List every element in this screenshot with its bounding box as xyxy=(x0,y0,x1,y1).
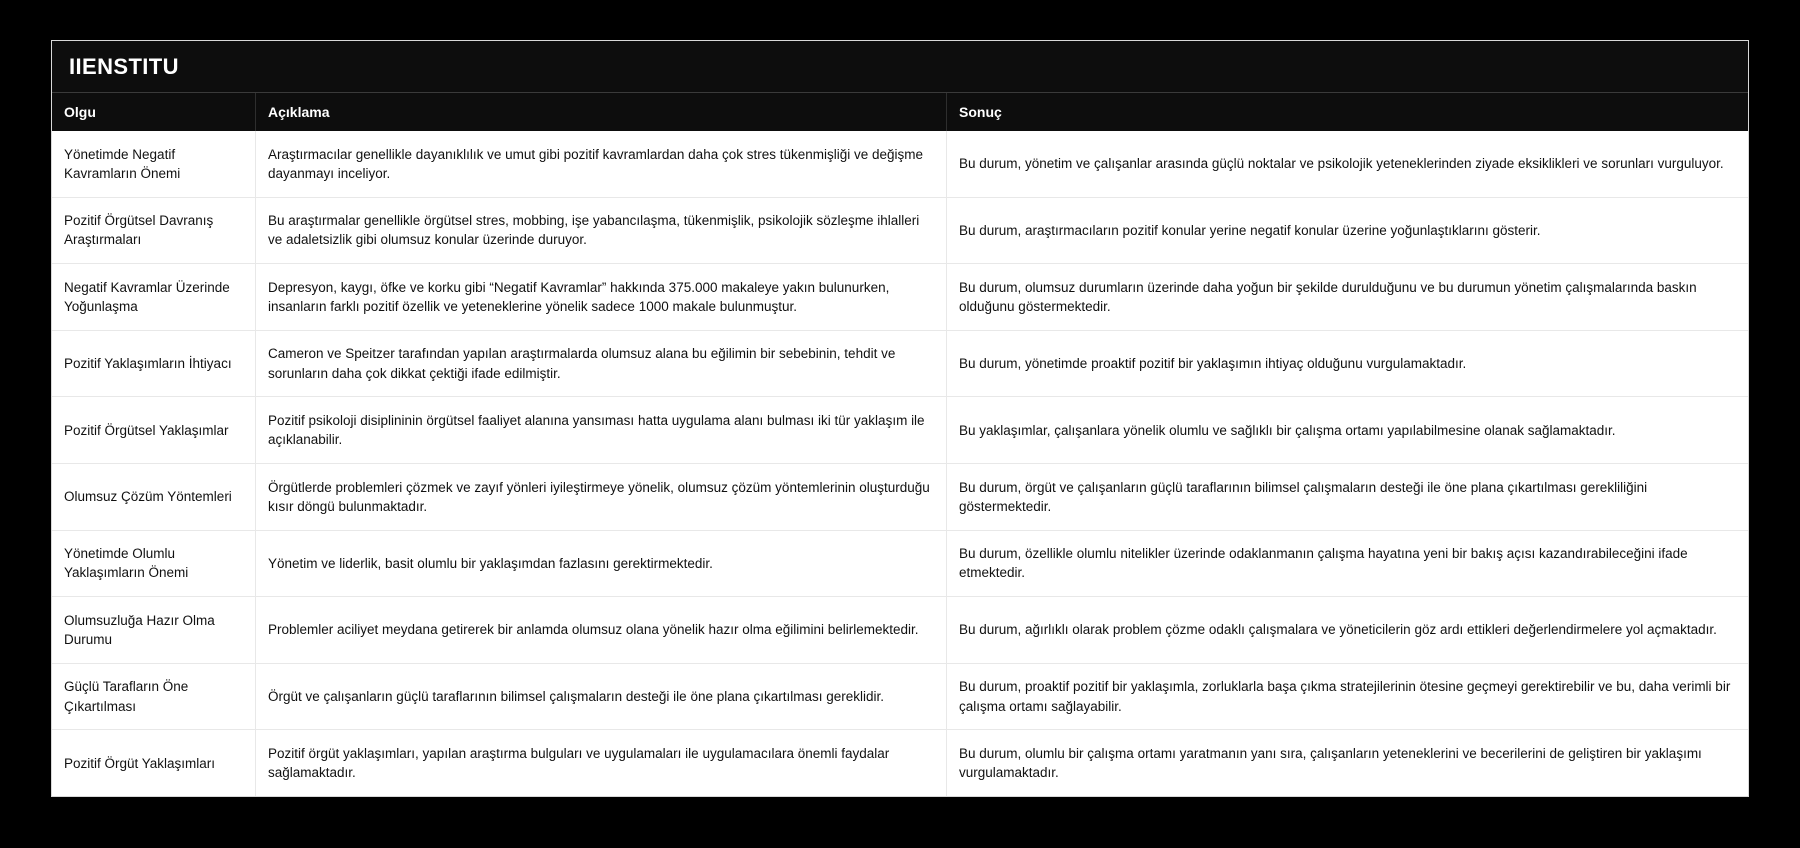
cell-aciklama-text: Depresyon, kaygı, öfke ve korku gibi “Negatif Kavramlar” hakkında 375.000 makaleye yakın bulunurken, insanların farklı pozitif özellik ve yeteneklerine yönelik sadece 1000 makale bulunmuştur. xyxy=(268,279,890,314)
cell-olgu-text: Yönetimde Negatif Kavramların Önemi xyxy=(64,146,181,181)
table-row xyxy=(52,397,1748,464)
cell-sonuc xyxy=(946,464,1748,530)
cell-sonuc-text: Bu yaklaşımlar, çalışanlara yönelik olumlu ve sağlıklı bir çalışma ortamı yapılabilmesine olanak sağlamaktadır. xyxy=(959,422,1616,438)
cell-olgu-text: Güçlü Tarafların Öne Çıkartılması xyxy=(64,679,189,714)
cell-aciklama xyxy=(255,531,946,597)
cell-aciklama-text: Problemler aciliyet meydana getirerek bir anlamda olumsuz olana yönelik hazır olma eğilimini belirlemektedir. xyxy=(268,622,919,638)
cell-olgu-text: Yönetimde Olumlu Yaklaşımların Önemi xyxy=(64,546,189,581)
cell-sonuc-text: Bu durum, örgüt ve çalışanların güçlü taraflarının bilimsel çalışmaların desteği ile öne plana çıkartılması gerekliliğini göstermektedir. xyxy=(959,479,1648,514)
cell-olgu xyxy=(52,597,255,663)
table-header-row xyxy=(52,93,1748,131)
cell-olgu-text: Pozitif Örgütsel Yaklaşımlar xyxy=(64,422,229,438)
cell-aciklama xyxy=(255,730,946,796)
cell-aciklama xyxy=(255,597,946,663)
comparison-table-card xyxy=(51,40,1749,797)
cell-olgu-text: Negatif Kavramlar Üzerinde Yoğunlaşma xyxy=(64,279,230,314)
cell-olgu xyxy=(52,464,255,530)
cell-olgu-text: Pozitif Yaklaşımların İhtiyacı xyxy=(64,356,232,371)
table-row xyxy=(52,464,1748,531)
cell-aciklama-text: Cameron ve Speitzer tarafından yapılan araştırmalarda olumsuz alana bu eğilimin bir sebebinin, tehdit ve sorunların daha çok dikkat çektiği ifade edilmiştir. xyxy=(268,346,896,381)
cell-olgu xyxy=(52,730,255,796)
cell-olgu xyxy=(52,131,255,197)
table-row xyxy=(52,264,1748,331)
cell-aciklama-text: Örgütlerde problemleri çözmek ve zayıf yönleri iyileştirmeye yönelik, olumsuz çözüm yöntemlerinin oluşturduğu kısır döngü bulunmaktadır. xyxy=(268,479,930,514)
cell-sonuc xyxy=(946,730,1748,796)
table-row xyxy=(52,730,1748,796)
cell-aciklama xyxy=(255,397,946,463)
cell-olgu xyxy=(52,664,255,730)
cell-sonuc xyxy=(946,531,1748,597)
cell-sonuc-text: Bu durum, araştırmacıların pozitif konular yerine negatif konular üzerine yoğunlaştıklarını gösterir. xyxy=(959,222,1541,238)
cell-aciklama xyxy=(255,264,946,330)
cell-olgu xyxy=(52,331,255,397)
cell-olgu xyxy=(52,397,255,463)
cell-sonuc-text: Bu durum, yönetimde proaktif pozitif bir yaklaşımın ihtiyaç olduğunu vurgulamaktadır. xyxy=(959,356,1467,371)
cell-aciklama-text: Bu araştırmalar genellikle örgütsel stres, mobbing, işe yabancılaşma, tükenmişlik, psikolojik sözleşme ihlalleri ve adaletsizlik gibi olumsuz konular üzerinde duruyor. xyxy=(268,213,920,248)
cell-sonuc xyxy=(946,597,1748,663)
column-header-aciklama[interactable]: Açıklama xyxy=(255,93,946,131)
cell-aciklama-text: Araştırmacılar genellikle dayanıklılık ve umut gibi pozitif kavramlardan daha çok stres tükenmişliği ve değişme dayanmayı inceliyor. xyxy=(268,146,924,181)
cell-aciklama xyxy=(255,464,946,530)
table-row xyxy=(52,597,1748,664)
cell-sonuc-text: Bu durum, proaktif pozitif bir yaklaşımla, zorluklarla başa çıkma stratejilerinin ötesine geçmeyi gerektirebilir ve bu, daha verimli bir çalışma ortamı sağlayabilir. xyxy=(959,679,1731,714)
cell-sonuc xyxy=(946,131,1748,197)
table-row xyxy=(52,131,1748,198)
column-header-olgu[interactable]: Olgu xyxy=(64,104,96,120)
cell-aciklama xyxy=(255,331,946,397)
cell-sonuc-text: Bu durum, ağırlıklı olarak problem çözme odaklı çalışmalara ve yöneticilerin göz ardı ettikleri değerlendirmelere yol açmaktadır. xyxy=(959,622,1717,638)
cell-sonuc-text: Bu durum, yönetim ve çalışanlar arasında güçlü noktalar ve psikolojik yeteneklerinden ziyade eksiklikleri ve sorunları vurguluyor. xyxy=(959,156,1724,172)
cell-olgu xyxy=(52,264,255,330)
table-body xyxy=(52,131,1748,796)
cell-aciklama-text: Örgüt ve çalışanların güçlü taraflarının bilimsel çalışmaların desteği ile öne plana çıkartılması gereklidir. xyxy=(268,688,885,704)
brand-title: IIENSTITU xyxy=(69,53,179,79)
cell-olgu-text: Olumsuzluğa Hazır Olma Durumu xyxy=(64,612,215,647)
cell-sonuc xyxy=(946,198,1748,264)
cell-aciklama xyxy=(255,198,946,264)
cell-sonuc-text: Bu durum, özellikle olumlu nitelikler üzerinde odaklanmanın çalışma hayatına yeni bir bakış açısı kazandırabileceğini ifade etmektedir. xyxy=(959,546,1688,581)
cell-sonuc xyxy=(946,264,1748,330)
cell-sonuc xyxy=(946,331,1748,397)
table-row xyxy=(52,664,1748,731)
cell-olgu-text: Pozitif Örgütsel Davranış Araştırmaları xyxy=(64,213,214,248)
cell-sonuc xyxy=(946,664,1748,730)
cell-olgu xyxy=(52,531,255,597)
column-header-sonuc[interactable]: Sonuç xyxy=(946,93,1748,131)
cell-aciklama-text: Yönetim ve liderlik, basit olumlu bir yaklaşımdan fazlasını gerektirmektedir. xyxy=(268,555,713,571)
cell-olgu-text: Olumsuz Çözüm Yöntemleri xyxy=(64,489,232,505)
table-row xyxy=(52,531,1748,598)
cell-sonuc-text: Bu durum, olumlu bir çalışma ortamı yaratmanın yanı sıra, çalışanların yeteneklerini ve becerilerini de geliştiren bir yaklaşımı vurgulamaktadır. xyxy=(959,745,1702,781)
table-row xyxy=(52,331,1748,398)
cell-aciklama xyxy=(255,131,946,197)
cell-sonuc xyxy=(946,397,1748,463)
cell-aciklama xyxy=(255,664,946,730)
cell-sonuc-text: Bu durum, olumsuz durumların üzerinde daha yoğun bir şekilde durulduğunu ve bu durumun yönetim çalışmalarında baskın olduğunu göstermektedir. xyxy=(959,279,1697,314)
cell-aciklama-text: Pozitif psikoloji disiplininin örgütsel faaliyet alanına yansıması hatta uygulama alanı bulması iki tür yaklaşım ile açıklanabilir. xyxy=(268,413,925,448)
cell-olgu-text: Pozitif Örgüt Yaklaşımları xyxy=(64,755,216,771)
cell-aciklama-text: Pozitif örgüt yaklaşımları, yapılan araştırma bulguları ve uygulamaları ile uygulamacılara önemli faydalar sağlamaktadır. xyxy=(268,745,890,781)
brand-header xyxy=(52,41,1748,93)
cell-olgu xyxy=(52,198,255,264)
table-row xyxy=(52,198,1748,265)
